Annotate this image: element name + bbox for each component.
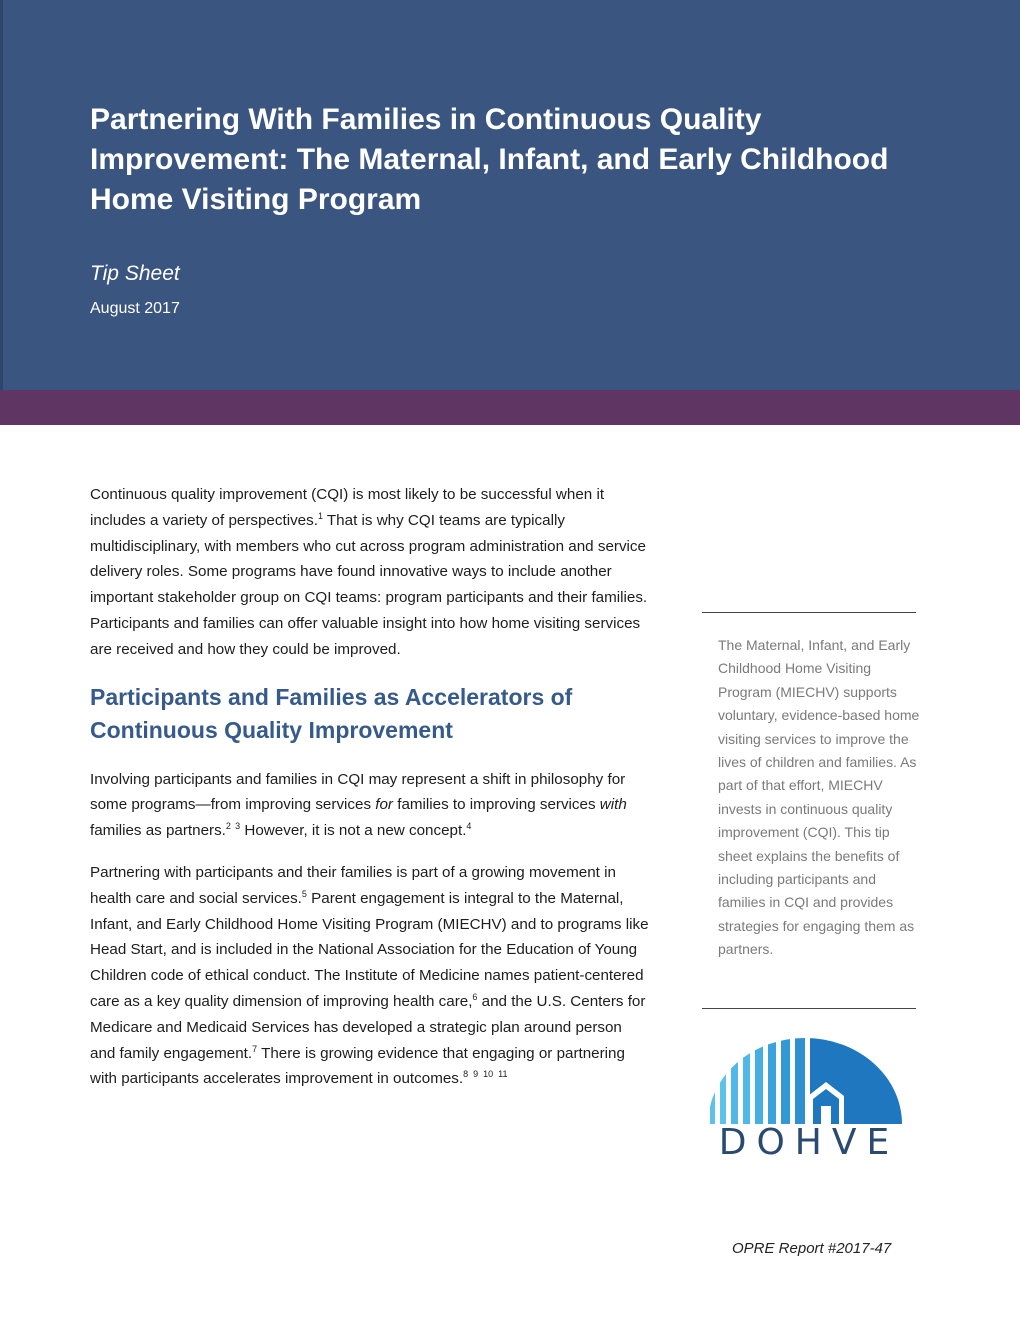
footnote-ref[interactable]: 4 — [466, 821, 472, 832]
document-title: Partnering With Families in Continuous Quality Improvement: The Maternal, Infant, and Early Childhood Home Visiting Program — [90, 103, 889, 216]
section-paragraph-2 — [90, 860, 650, 1092]
document-subtitle: Tip Sheet — [90, 262, 180, 285]
text-run: families as partners. — [90, 822, 226, 840]
footnote-ref[interactable]: 8 9 10 11 — [463, 1069, 508, 1080]
header-stripe — [0, 390, 1020, 425]
text-run: Involving participants and families in CQI may represent a shift in philosophy for some programs—from improving services — [90, 770, 626, 814]
footnote-ref[interactable]: 7 — [252, 1043, 258, 1054]
intro-text-2: That is why CQI teams are typically multidisciplinary, with members who cut across program administration and service delivery roles. Some programs have found innovative ways to include another important stakeholder group on CQI teams: program participants and their families. Participants and families can offer valuable insight into how home visiting services are received and how they could be improved. — [90, 511, 648, 658]
sidebar-top-rule — [702, 612, 916, 613]
main-content — [90, 482, 650, 1108]
sidebar-bottom-rule — [702, 1008, 916, 1009]
text-run: There is growing evidence that engaging or partnering with participants accelerates improvement in outcomes. — [90, 1044, 625, 1088]
text-run: Partnering with participants and their families is part of a growing movement in health care and social services. — [90, 863, 616, 907]
sidebar-text: The Maternal, Infant, and Early Childhood Home Visiting Program (MIECHV) supports voluntary, evidence-based home visiting services to improve the lives of children and families. As part of that effort, MIECHV invests in continuous quality improvement (CQI). This tip sheet explains the benefits of including participants and families in CQI and provides strategies for engaging them as partners. — [718, 637, 920, 958]
text-run: and the U.S. Centers for Medicare and Medicaid Services has developed a strategic plan around person and family engagement. — [90, 992, 646, 1062]
text-run: families to improving services — [393, 796, 600, 814]
logo-text: DOHVE — [718, 1122, 900, 1163]
section-heading: Participants and Families as Accelerators of Continuous Quality Improvement — [90, 683, 573, 743]
footnote-ref[interactable]: 6 — [472, 991, 478, 1002]
intro-text-1: Continuous quality improvement (CQI) is most likely to be successful when it includes a variety of perspectives. — [90, 486, 605, 529]
footnote-ref[interactable]: 1 — [317, 510, 323, 521]
section-paragraph-1 — [90, 767, 650, 844]
emphasis-text: with — [599, 796, 627, 814]
dohve-logo — [700, 1036, 910, 1166]
intro-paragraph — [90, 482, 650, 663]
footnote-ref[interactable]: 5 — [301, 888, 307, 899]
text-run: However, it is not a new concept. — [240, 822, 467, 840]
emphasis-text: for — [375, 796, 393, 814]
report-number: OPRE Report #2017-47 — [732, 1240, 892, 1257]
text-run: Parent engagement is integral to the Maternal, Infant, and Early Childhood Home Visiting Program (MIECHV) and to programs like Head Start, and is included in the National Association for the Education of Young Children code of ethical conduct. The Institute of Medicine names patient-centered care as a key quality dimension of improving health care, — [90, 889, 649, 1010]
footnote-ref[interactable]: 3 — [235, 821, 241, 832]
footnote-ref[interactable]: 2 — [225, 821, 231, 832]
document-date: August 2017 — [90, 300, 180, 317]
